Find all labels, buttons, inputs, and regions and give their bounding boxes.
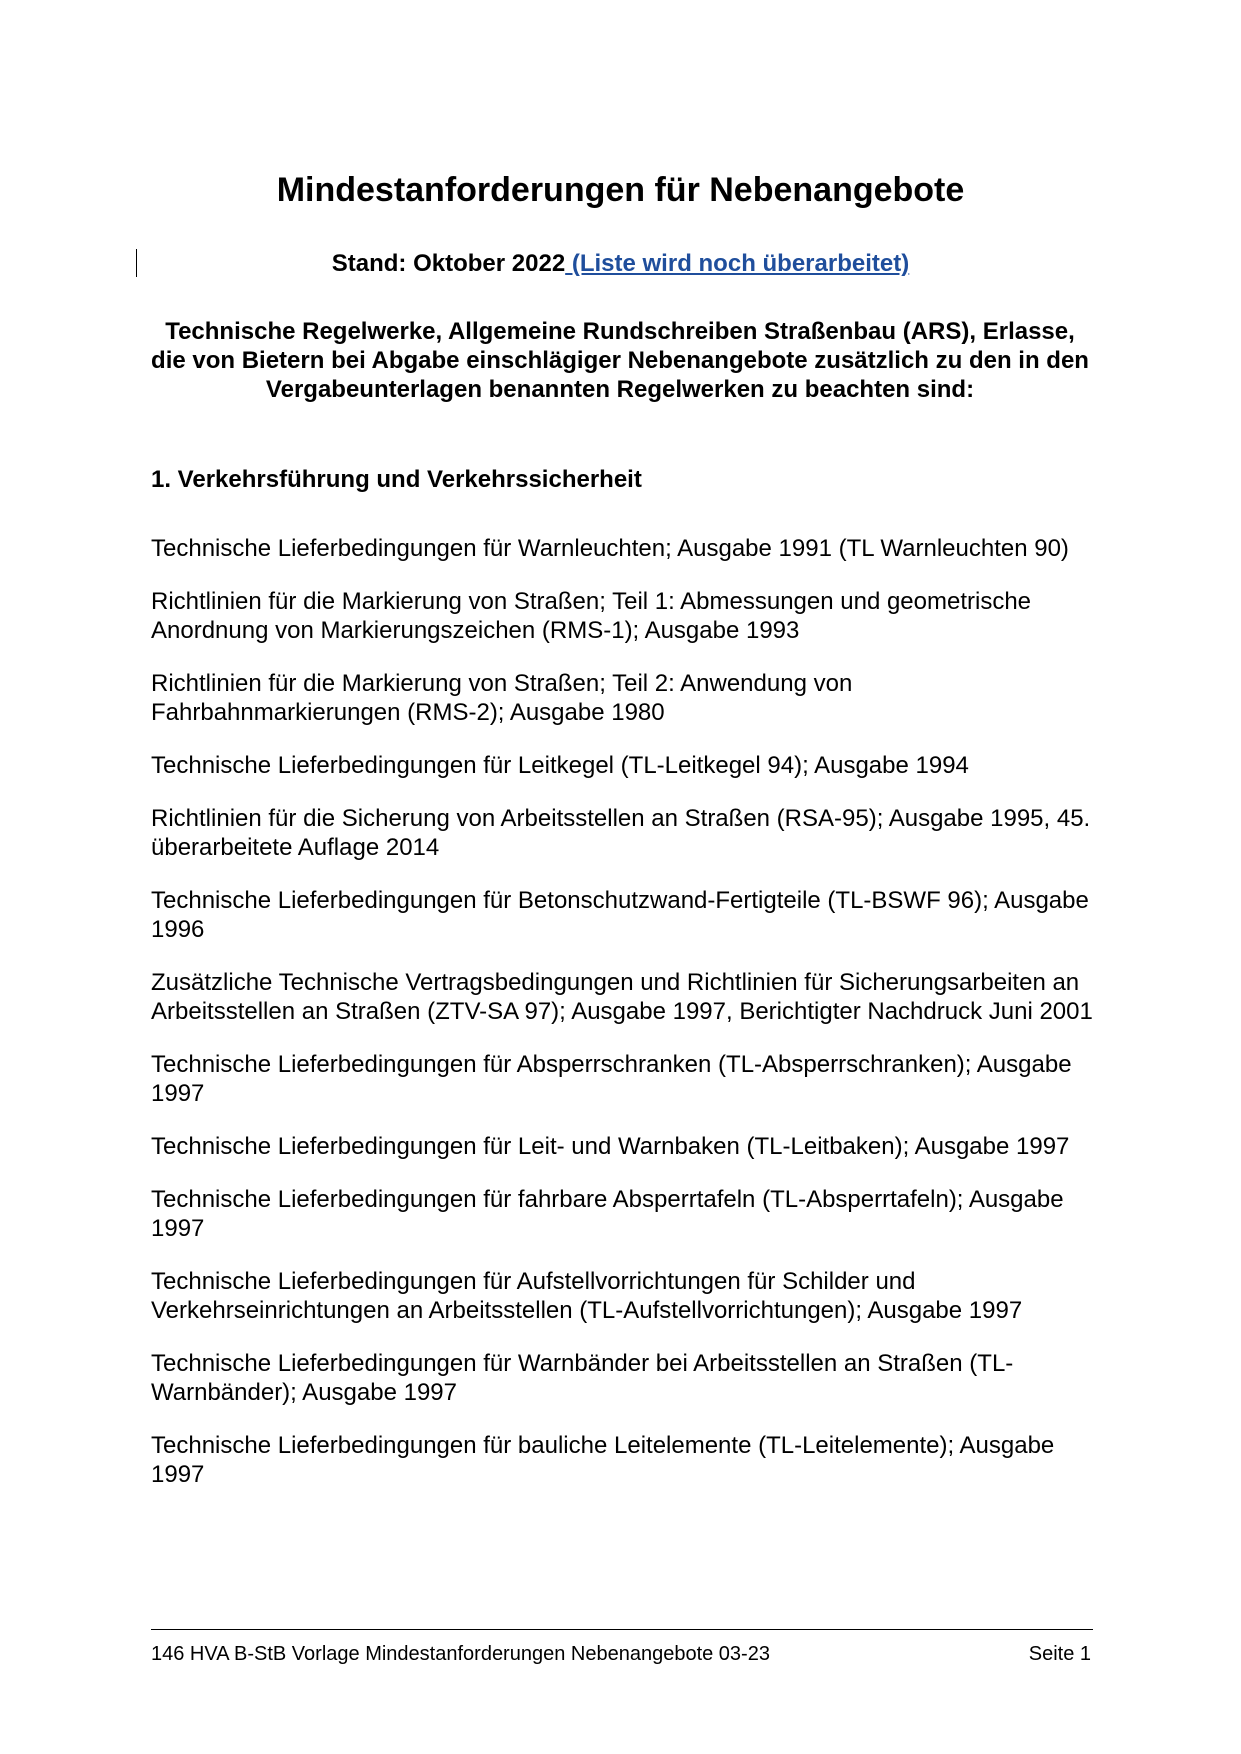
section-heading: 1. Verkehrsführung und Verkehrssicherheit	[151, 466, 642, 493]
list-item: Technische Lieferbedingungen für fahrbare Absperrtafeln (TL-Absperrtafeln); Ausgabe 1997	[151, 1186, 1064, 1242]
list-item: Richtlinien für die Markierung von Straßen; Teil 2: Anwendung von Fahrbahnmarkierungen (RMS-2); Ausgabe 1980	[151, 670, 853, 726]
list-item: Richtlinien für die Sicherung von Arbeitsstellen an Straßen (RSA-95); Ausgabe 1995, 45. überarbeitete Auflage 2014	[151, 805, 1091, 861]
footer-document-id: 146 HVA B-StB Vorlage Mindestanforderungen Nebenangebote 03-23	[151, 1643, 770, 1665]
list-item: Richtlinien für die Markierung von Straßen; Teil 1: Abmessungen und geometrische Anordnung von Markierungszeichen (RMS-1); Ausgabe 1993	[151, 588, 1032, 644]
revision-note-link[interactable]: (Liste wird noch überarbeitet)	[565, 250, 910, 277]
footer-page-number: Seite 1	[1028, 1643, 1091, 1665]
footer-divider	[151, 1629, 1093, 1630]
list-item: Technische Lieferbedingungen für Leit- und Warnbaken (TL-Leitbaken); Ausgabe 1997	[151, 1133, 1070, 1160]
list-item: Technische Lieferbedingungen für Warnleuchten; Ausgabe 1991 (TL Warnleuchten 90)	[151, 535, 1069, 562]
document-title: Mindestanforderungen für Nebenangebote	[276, 171, 965, 209]
stand-line	[0, 249, 1241, 279]
intro-paragraph: Technische Regelwerke, Allgemeine Rundschreiben Straßenbau (ARS), Erlasse, die von Bietern bei Abgabe einschlägiger Nebenangebote zusätzlich zu den in den Vergabeunterlagen benannten Regelwerken zu beachten sind:	[151, 318, 1089, 403]
list-item: Technische Lieferbedingungen für bauliche Leitelemente (TL-Leitelemente); Ausgabe 1997	[151, 1432, 1055, 1488]
regulation-list	[151, 534, 1101, 1513]
list-item: Technische Lieferbedingungen für Absperrschranken (TL-Absperrschranken); Ausgabe 1997	[151, 1051, 1072, 1107]
list-item: Technische Lieferbedingungen für Betonschutzwand-Fertigteile (TL-BSWF 96); Ausgabe 1996	[151, 887, 1089, 943]
stand-label: Stand: Oktober 2022	[331, 250, 566, 277]
list-item: Technische Lieferbedingungen für Leitkegel (TL-Leitkegel 94); Ausgabe 1994	[151, 752, 969, 779]
list-item: Technische Lieferbedingungen für Warnbänder bei Arbeitsstellen an Straßen (TL-Warnbänder); Ausgabe 1997	[151, 1350, 1014, 1406]
list-item: Zusätzliche Technische Vertragsbedingungen und Richtlinien für Sicherungsarbeiten an Arbeitsstellen an Straßen (ZTV-SA 97); Ausgabe 1997, Berichtigter Nachdruck Juni 2001	[151, 969, 1093, 1025]
list-item: Technische Lieferbedingungen für Aufstellvorrichtungen für Schilder und Verkehrseinrichtungen an Arbeitsstellen (TL-Aufstellvorrichtungen); Ausgabe 1997	[151, 1268, 1023, 1324]
